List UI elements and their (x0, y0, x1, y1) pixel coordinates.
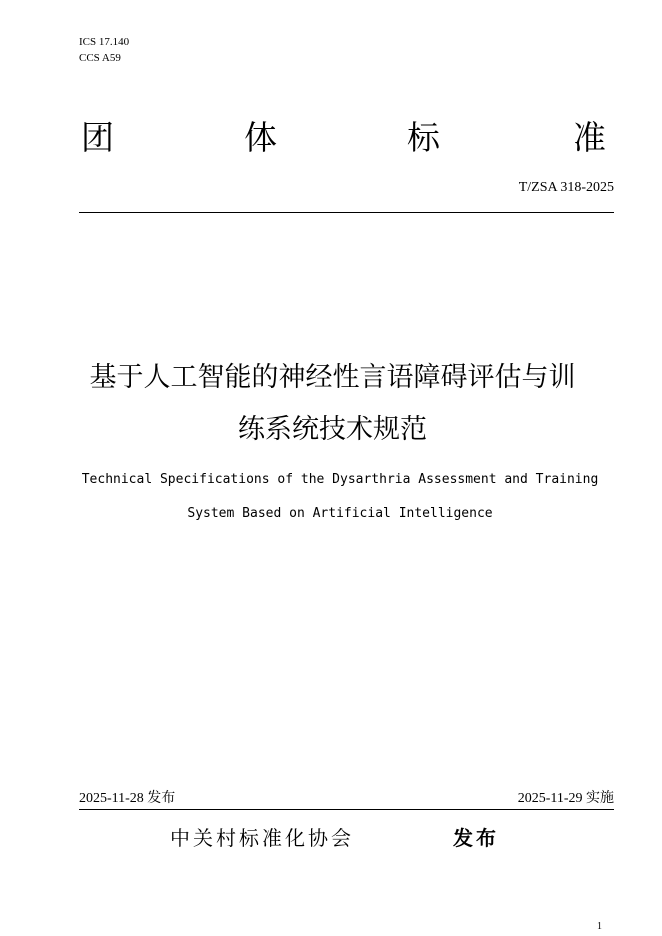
page-number: 1 (597, 921, 602, 932)
publish-date: 2025-11-28 发布 (79, 791, 176, 806)
standard-type-heading (79, 116, 614, 166)
publisher-name: 中关村标准化协会 (170, 826, 354, 850)
classification-codes (79, 34, 129, 66)
title-en-line2: System Based on Artificial Intelligence (187, 506, 493, 521)
standard-number: T/ZSA 318-2025 (518, 180, 614, 195)
standard-type-char: 标 (407, 118, 440, 157)
title-cn-line1: 基于人工智能的神经性言语障碍评估与训 (89, 362, 576, 393)
title-en-line1: Technical Specifications of the Dysarthria Assessment and Training (81, 472, 599, 487)
standard-type-char: 团 (81, 118, 114, 157)
ics-code: ICS 17.140 (79, 36, 130, 48)
implement-date: 2025-11-29 实施 (517, 791, 614, 806)
header-divider (79, 212, 614, 213)
ccs-code: CCS A59 (79, 52, 121, 64)
title-cn-line2: 练系统技术规范 (238, 414, 427, 445)
publisher-action: 发布 (453, 826, 499, 850)
standard-type-char: 体 (244, 118, 277, 157)
standard-type-char: 准 (573, 118, 606, 157)
footer-divider (79, 809, 614, 810)
